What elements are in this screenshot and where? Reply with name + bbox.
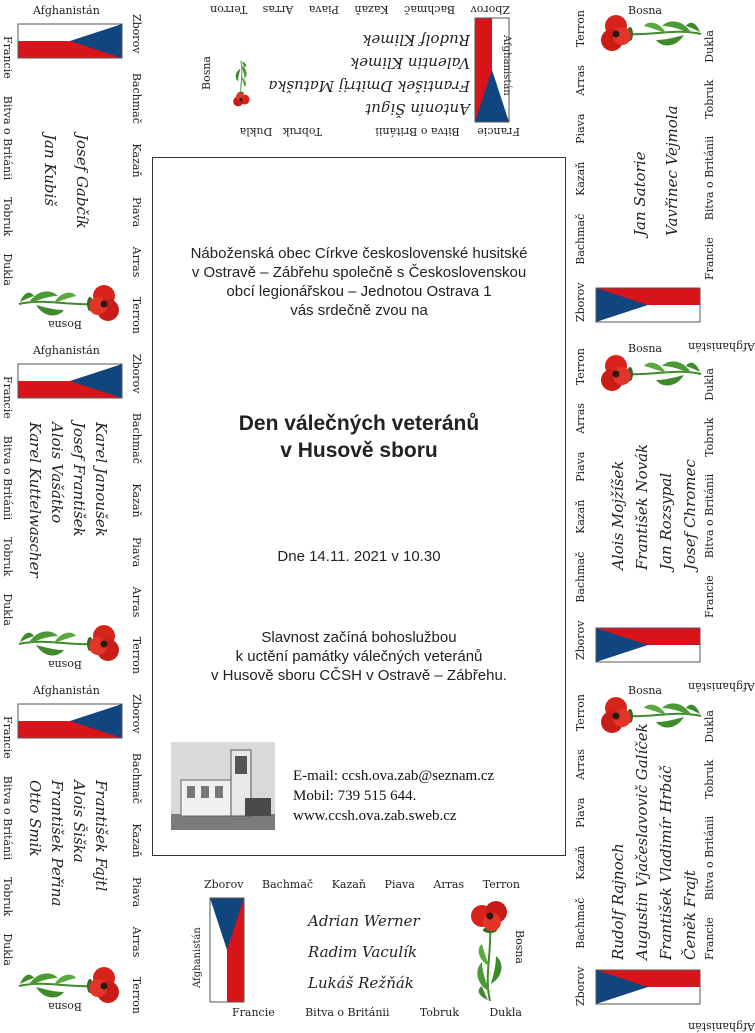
place-tobruk: Tobruk bbox=[703, 759, 716, 799]
names-left-1 bbox=[34, 134, 98, 229]
service-text bbox=[153, 628, 565, 685]
invite-line-3: obcí legionářskou – Jednotou Ostrava 1 bbox=[226, 283, 492, 300]
place-bachmac: Bachmač bbox=[130, 752, 143, 804]
place-piava: Piava bbox=[130, 196, 143, 228]
name-right3-4: Čeněk Frajt bbox=[681, 870, 699, 960]
place-zborov: Zborov bbox=[130, 694, 143, 734]
places-left-col-2b bbox=[130, 354, 143, 674]
place-tobruk: Tobruk bbox=[419, 1006, 459, 1019]
place-bitva: Bitva o Británii bbox=[703, 135, 716, 221]
place-francie: Francie bbox=[1, 36, 14, 79]
czech-flag-right-3 bbox=[596, 970, 700, 1004]
name-left1-2: Jan Kubiš bbox=[41, 134, 59, 207]
place-zborov: Zborov bbox=[574, 620, 587, 660]
czech-flag-left-2 bbox=[18, 364, 122, 398]
service-line-2: k uctění památky válečných veteránů bbox=[235, 648, 483, 665]
place-bitva: Bitva o Británii bbox=[703, 473, 716, 559]
place-bitva: Bitva o Británii bbox=[375, 125, 460, 138]
place-zborov: Zborov bbox=[130, 354, 143, 394]
places-left-col-1 bbox=[1, 36, 14, 286]
place-arras: Arras bbox=[130, 586, 143, 618]
name-bottom-1: Adrian Werner bbox=[308, 912, 420, 930]
place-bachmac: Bachmač bbox=[574, 551, 587, 603]
places-left-col-1b bbox=[130, 14, 143, 334]
contact-web[interactable]: www.ccsh.ova.zab.sweb.cz bbox=[293, 808, 457, 824]
place-tobruk: Tobruk bbox=[1, 197, 14, 237]
name-bottom-3: Lukáš Režňák bbox=[308, 974, 414, 992]
place-francie: Francie bbox=[1, 376, 14, 419]
places-left-col-3b bbox=[130, 694, 143, 1014]
place-bosna-right-3: Bosna bbox=[628, 684, 662, 697]
place-terron: Terron bbox=[130, 976, 143, 1014]
name-left1-1: Josef Gabčík bbox=[73, 134, 91, 229]
place-zborov: Zborov bbox=[204, 878, 244, 891]
place-piava: Piava bbox=[574, 451, 587, 482]
place-kazan: Kazaň bbox=[574, 499, 587, 534]
event-title-line-1: Den válečných veteránů bbox=[238, 412, 480, 435]
place-dukla: Dukla bbox=[703, 30, 716, 63]
poppy-right-2-icon bbox=[596, 354, 706, 398]
names-right-3 bbox=[606, 723, 702, 960]
places-right-col-2b bbox=[703, 368, 716, 618]
name-left3-3: František Peřina bbox=[48, 780, 66, 907]
place-terron: Terron bbox=[210, 3, 248, 16]
place-bitva: Bitva o Británii bbox=[703, 815, 716, 901]
place-dukla: Dukla bbox=[239, 125, 273, 138]
place-terron: Terron bbox=[574, 10, 587, 48]
place-arras: Arras bbox=[574, 65, 587, 96]
place-tobruk: Tobruk bbox=[1, 877, 14, 917]
name-right3-1: Rudolf Rajnoch bbox=[609, 843, 627, 960]
place-francie: Francie bbox=[703, 917, 716, 960]
place-bachmac: Bachmač bbox=[262, 878, 314, 891]
place-dukla: Dukla bbox=[489, 1006, 522, 1019]
invite-line-1: Náboženská obec Církve československé husitské bbox=[190, 245, 528, 262]
name-top-4: Rudolf Klimek bbox=[362, 31, 470, 49]
place-afghanistan-top: Afghanistán bbox=[501, 35, 512, 96]
contact-block bbox=[293, 766, 494, 826]
place-arras: Arras bbox=[574, 749, 587, 780]
names-bottom bbox=[308, 906, 420, 999]
place-arras: Arras bbox=[574, 403, 587, 434]
place-terron: Terron bbox=[130, 296, 143, 334]
place-dukla: Dukla bbox=[703, 368, 716, 401]
place-bitva: Bitva o Británii bbox=[1, 435, 14, 521]
place-afghanistan-right-2: Afghanistán bbox=[688, 680, 755, 693]
places-left-col-3 bbox=[1, 716, 14, 966]
place-kazan: Kazaň bbox=[574, 845, 587, 880]
invite-line-2: v Ostravě – Zábřehu společně s Československou bbox=[191, 264, 527, 281]
place-afghanistan-left-3: Afghanistán bbox=[33, 684, 100, 697]
names-left-3 bbox=[24, 780, 112, 906]
place-kazan: Kazaň bbox=[354, 3, 389, 16]
place-zborov: Zborov bbox=[130, 14, 143, 54]
place-bachmac: Bachmač bbox=[130, 72, 143, 124]
names-right-2 bbox=[606, 444, 702, 570]
place-terron: Terron bbox=[130, 636, 143, 674]
church-photo bbox=[171, 742, 275, 830]
name-right1-1: Jan Satorie bbox=[631, 151, 649, 236]
place-dukla: Dukla bbox=[1, 933, 14, 966]
place-bachmac: Bachmač bbox=[404, 3, 456, 16]
place-tobruk: Tobruk bbox=[282, 125, 322, 138]
name-top-1: Antonín Šigut bbox=[365, 100, 470, 118]
place-kazan: Kazaň bbox=[331, 878, 366, 891]
invite-line-4: vás srdečně zvou na bbox=[290, 302, 428, 319]
places-right-col-1 bbox=[574, 10, 587, 322]
name-top-3: Valentin Klimek bbox=[350, 54, 470, 72]
event-title bbox=[153, 410, 565, 464]
place-tobruk: Tobruk bbox=[703, 417, 716, 457]
places-bottom-bottom-row bbox=[232, 1006, 522, 1019]
poppy-right-1-icon bbox=[596, 14, 706, 58]
contact-email[interactable]: E-mail: ccsh.ova.zab@seznam.cz bbox=[293, 768, 495, 784]
event-date: Dne 14.11. 2021 v 10.30 bbox=[277, 548, 441, 565]
place-afghanistan-left-2: Afghanistán bbox=[33, 344, 100, 357]
place-arras: Arras bbox=[433, 878, 465, 891]
places-right-col-2 bbox=[574, 348, 587, 660]
name-right2-2: František Novák bbox=[633, 443, 651, 570]
name-left2-4: Karel Kuttelwascher bbox=[26, 422, 44, 578]
name-left3-1: František Fajtl bbox=[92, 780, 110, 892]
place-bosna-left-2: Bosna bbox=[48, 658, 82, 671]
names-left-2 bbox=[24, 422, 112, 578]
place-zborov: Zborov bbox=[470, 3, 510, 16]
place-bosna-left-3: Bosna bbox=[48, 1000, 82, 1013]
name-left2-3: Alois Vašátko bbox=[48, 422, 66, 524]
czech-flag-left-1 bbox=[18, 24, 122, 58]
places-right-col-3b bbox=[703, 710, 716, 960]
place-bosna-bottom: Bosna bbox=[513, 930, 526, 964]
place-francie: Francie bbox=[1, 716, 14, 759]
place-piava: Piava bbox=[130, 536, 143, 568]
czech-flag-right-2 bbox=[596, 628, 700, 662]
place-bosna-right-1: Bosna bbox=[628, 4, 662, 17]
place-francie: Francie bbox=[232, 1006, 275, 1019]
place-bachmac: Bachmač bbox=[574, 213, 587, 265]
place-terron: Terron bbox=[574, 348, 587, 386]
place-bitva: Bitva o Británii bbox=[1, 95, 14, 181]
place-afghanistan-right-1: Afghanistán bbox=[688, 340, 755, 353]
place-terron: Terron bbox=[574, 694, 587, 732]
name-left3-2: Alois Šiška bbox=[70, 780, 88, 863]
czech-flag-right-1 bbox=[596, 288, 700, 322]
name-right2-4: Josef Chromec bbox=[681, 459, 699, 570]
place-bosna-top: Bosna bbox=[200, 56, 213, 90]
place-tobruk: Tobruk bbox=[1, 537, 14, 577]
invitation-box bbox=[152, 157, 566, 856]
name-right3-3: František Vladimír Hrbáč bbox=[657, 765, 675, 960]
name-right2-1: Alois Mojžíšek bbox=[609, 460, 627, 570]
place-dukla: Dukla bbox=[1, 593, 14, 626]
place-bachmac: Bachmač bbox=[574, 897, 587, 949]
place-afghanistan-right-3: Afghanistán bbox=[688, 1020, 755, 1033]
place-kazan: Kazaň bbox=[574, 161, 587, 196]
places-bottom-top-row bbox=[204, 878, 520, 891]
place-francie: Francie bbox=[477, 125, 520, 138]
place-kazan: Kazaň bbox=[130, 143, 143, 178]
place-piava: Piava bbox=[308, 3, 340, 16]
place-bosna-right-2: Bosna bbox=[628, 342, 662, 355]
place-dukla: Dukla bbox=[703, 710, 716, 743]
places-right-col-3 bbox=[574, 694, 587, 1006]
place-arras: Arras bbox=[130, 926, 143, 958]
place-dukla: Dukla bbox=[1, 253, 14, 286]
contact-phone: Mobil: 739 515 644. bbox=[293, 788, 417, 804]
place-tobruk: Tobruk bbox=[703, 79, 716, 119]
place-arras: Arras bbox=[262, 3, 294, 16]
name-top-2: František Dmitrij Matuška bbox=[268, 77, 470, 95]
place-piava: Piava bbox=[574, 113, 587, 144]
place-francie: Francie bbox=[703, 575, 716, 618]
czech-flag-left-3 bbox=[18, 704, 122, 738]
place-zborov: Zborov bbox=[574, 282, 587, 322]
name-bottom-2: Radim Vaculík bbox=[308, 943, 418, 961]
places-right-col-1b bbox=[703, 30, 716, 280]
names-right-1 bbox=[624, 105, 688, 236]
place-bitva: Bitva o Británii bbox=[1, 775, 14, 861]
place-bachmac: Bachmač bbox=[130, 412, 143, 464]
place-afghanistan-bottom: Afghanistán bbox=[192, 927, 203, 988]
event-title-line-2: v Husově sboru bbox=[280, 439, 438, 462]
place-bosna-left-1: Bosna bbox=[48, 318, 82, 331]
czech-flag-bottom bbox=[210, 898, 244, 1002]
service-line-1: Slavnost začíná bohoslužbou bbox=[261, 629, 457, 646]
place-terron: Terron bbox=[482, 878, 520, 891]
place-piava: Piava bbox=[384, 878, 415, 891]
place-kazan: Kazaň bbox=[130, 483, 143, 518]
place-zborov: Zborov bbox=[574, 966, 587, 1006]
place-francie: Francie bbox=[703, 237, 716, 280]
place-afghanistan-left-1: Afghanistán bbox=[33, 4, 100, 17]
place-piava: Piava bbox=[130, 876, 143, 908]
invitation-text bbox=[153, 244, 565, 320]
name-left2-1: Karel Janoušek bbox=[92, 422, 110, 537]
service-line-3: v Husově sboru CČSH v Ostravě – Zábřehu. bbox=[211, 667, 507, 684]
name-right2-3: Jan Rozsypal bbox=[657, 472, 675, 570]
places-left-col-2 bbox=[1, 376, 14, 626]
place-kazan: Kazaň bbox=[130, 823, 143, 858]
name-right3-2: Augustin Vjačeslavovič Galíček bbox=[633, 723, 651, 960]
place-piava: Piava bbox=[574, 797, 587, 828]
place-arras: Arras bbox=[130, 246, 143, 278]
name-left3-4: Otto Smik bbox=[26, 780, 44, 857]
name-left2-2: Josef František bbox=[70, 422, 88, 537]
place-bitva: Bitva o Británii bbox=[305, 1006, 390, 1019]
name-right1-2: Vavřinec Vejmola bbox=[663, 105, 681, 236]
